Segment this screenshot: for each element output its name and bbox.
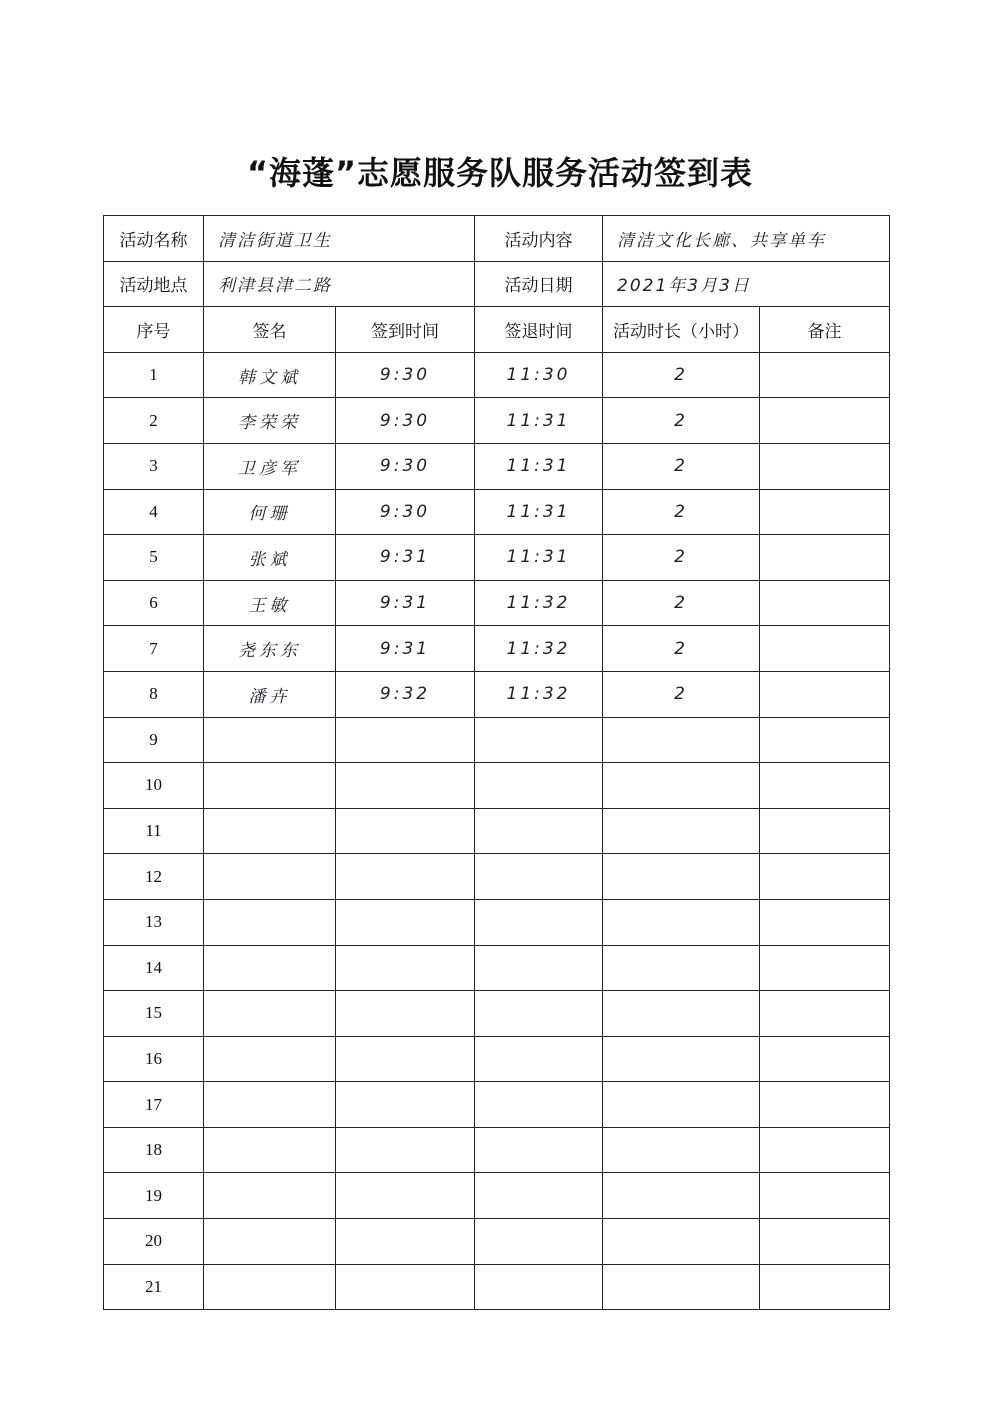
row-checkout-time: 11:31 [475,489,603,535]
row-checkin-time: 9:30 [336,443,475,489]
row-duration [603,1036,760,1082]
row-note [760,1036,890,1082]
row-checkin-time: 9:31 [336,535,475,581]
row-note [760,854,890,900]
row-checkin-time: 9:30 [336,352,475,398]
row-seq: 11 [104,808,204,854]
row-seq: 9 [104,717,204,763]
row-duration [603,1219,760,1265]
header-seq: 序号 [104,307,204,353]
row-checkout-time: 11:31 [475,443,603,489]
header-sign: 签名 [204,307,336,353]
signin-table [103,215,890,1310]
row-duration [603,1173,760,1219]
row-signature [204,763,336,809]
row-duration: 2 [603,352,760,398]
table-row [104,443,890,489]
row-signature: 李荣荣 [204,398,336,444]
table-row [104,1219,890,1265]
table-row [104,1173,890,1219]
table-row [104,535,890,581]
row-duration: 2 [603,626,760,672]
activity-name-label: 活动名称 [104,216,204,262]
row-checkin-time [336,1036,475,1082]
header-checkout: 签退时间 [475,307,603,353]
table-row [104,1127,890,1173]
row-note [760,945,890,991]
row-signature [204,1127,336,1173]
row-checkin-time [336,1219,475,1265]
row-checkout-time [475,808,603,854]
row-checkout-time [475,991,603,1037]
row-seq: 18 [104,1127,204,1173]
activity-name-value: 清洁街道卫生 [204,216,475,262]
row-signature: 张斌 [204,535,336,581]
row-checkout-time [475,854,603,900]
activity-place-value: 利津县津二路 [204,261,475,307]
row-checkout-time [475,1082,603,1128]
activity-content-value: 清洁文化长廊、共享单车 [603,216,890,262]
row-note [760,763,890,809]
row-note [760,717,890,763]
row-checkin-time: 9:30 [336,398,475,444]
activity-place-label: 活动地点 [104,261,204,307]
row-seq: 15 [104,991,204,1037]
row-seq: 16 [104,1036,204,1082]
row-note [760,671,890,717]
row-checkin-time [336,854,475,900]
row-checkin-time: 9:32 [336,671,475,717]
row-seq: 12 [104,854,204,900]
row-seq: 2 [104,398,204,444]
activity-date-label: 活动日期 [475,261,603,307]
row-checkout-time [475,1036,603,1082]
row-note [760,1082,890,1128]
header-duration: 活动时长（小时） [603,307,760,353]
row-signature: 韩文斌 [204,352,336,398]
row-checkin-time: 9:30 [336,489,475,535]
row-duration: 2 [603,580,760,626]
table-row [104,1036,890,1082]
row-note [760,1173,890,1219]
row-checkin-time [336,1173,475,1219]
row-duration [603,991,760,1037]
row-checkin-time [336,899,475,945]
row-note [760,899,890,945]
row-duration [603,1082,760,1128]
row-seq: 1 [104,352,204,398]
row-signature [204,808,336,854]
row-checkout-time [475,717,603,763]
table-row [104,899,890,945]
row-signature: 何珊 [204,489,336,535]
row-checkin-time [336,991,475,1037]
row-seq: 5 [104,535,204,581]
row-duration: 2 [603,671,760,717]
row-duration: 2 [603,398,760,444]
row-note [760,352,890,398]
row-duration: 2 [603,535,760,581]
row-note [760,580,890,626]
row-duration: 2 [603,443,760,489]
activity-date-value: 2021年3月3日 [603,261,890,307]
header-checkin: 签到时间 [336,307,475,353]
row-checkout-time [475,1264,603,1310]
row-checkin-time [336,1082,475,1128]
row-checkin-time [336,763,475,809]
row-checkin-time: 9:31 [336,580,475,626]
row-seq: 13 [104,899,204,945]
table-row [104,626,890,672]
row-signature [204,1264,336,1310]
table-row [104,1264,890,1310]
row-note [760,1219,890,1265]
header-row [104,307,890,353]
page-title: “海蓬”志愿服务队服务活动签到表 [246,154,754,192]
row-signature [204,717,336,763]
row-seq: 21 [104,1264,204,1310]
row-note [760,443,890,489]
row-seq: 7 [104,626,204,672]
row-note [760,626,890,672]
row-checkin-time [336,717,475,763]
row-checkin-time [336,1264,475,1310]
row-checkout-time: 11:32 [475,671,603,717]
row-signature: 卫彦军 [204,443,336,489]
row-duration [603,945,760,991]
row-duration [603,854,760,900]
row-seq: 4 [104,489,204,535]
row-signature [204,899,336,945]
row-checkin-time [336,945,475,991]
info-row-name [104,216,890,262]
table-row [104,1082,890,1128]
row-checkout-time [475,899,603,945]
row-signature [204,854,336,900]
row-checkin-time [336,1127,475,1173]
row-seq: 17 [104,1082,204,1128]
table-row [104,352,890,398]
row-signature: 潘卉 [204,671,336,717]
row-checkout-time: 11:32 [475,626,603,672]
table-row [104,991,890,1037]
table-row [104,763,890,809]
row-duration [603,763,760,809]
row-checkout-time: 11:32 [475,580,603,626]
table-row [104,945,890,991]
row-duration [603,717,760,763]
table-row [104,489,890,535]
row-duration [603,899,760,945]
row-note [760,1127,890,1173]
activity-content-label: 活动内容 [475,216,603,262]
row-note [760,991,890,1037]
row-note [760,808,890,854]
row-duration [603,1264,760,1310]
row-signature [204,1036,336,1082]
table-row [104,398,890,444]
row-signature [204,1082,336,1128]
row-signature [204,945,336,991]
row-checkin-time: 9:31 [336,626,475,672]
row-checkin-time [336,808,475,854]
row-signature [204,1173,336,1219]
row-note [760,398,890,444]
table-row [104,717,890,763]
row-checkout-time: 11:31 [475,398,603,444]
row-checkout-time [475,1127,603,1173]
table-row [104,580,890,626]
row-checkout-time [475,763,603,809]
row-checkout-time [475,945,603,991]
table-row [104,808,890,854]
row-seq: 8 [104,671,204,717]
header-note: 备注 [760,307,890,353]
row-seq: 3 [104,443,204,489]
row-duration: 2 [603,489,760,535]
info-row-place [104,261,890,307]
table-row [104,671,890,717]
row-seq: 6 [104,580,204,626]
row-seq: 19 [104,1173,204,1219]
row-signature: 尧东东 [204,626,336,672]
row-seq: 14 [104,945,204,991]
row-note [760,489,890,535]
row-signature: 王敏 [204,580,336,626]
row-checkout-time: 11:31 [475,535,603,581]
row-checkout-time [475,1219,603,1265]
row-checkout-time [475,1173,603,1219]
row-note [760,535,890,581]
row-seq: 10 [104,763,204,809]
row-duration [603,1127,760,1173]
row-note [760,1264,890,1310]
table-row [104,854,890,900]
row-signature [204,1219,336,1265]
row-checkout-time: 11:30 [475,352,603,398]
row-seq: 20 [104,1219,204,1265]
row-duration [603,808,760,854]
row-signature [204,991,336,1037]
